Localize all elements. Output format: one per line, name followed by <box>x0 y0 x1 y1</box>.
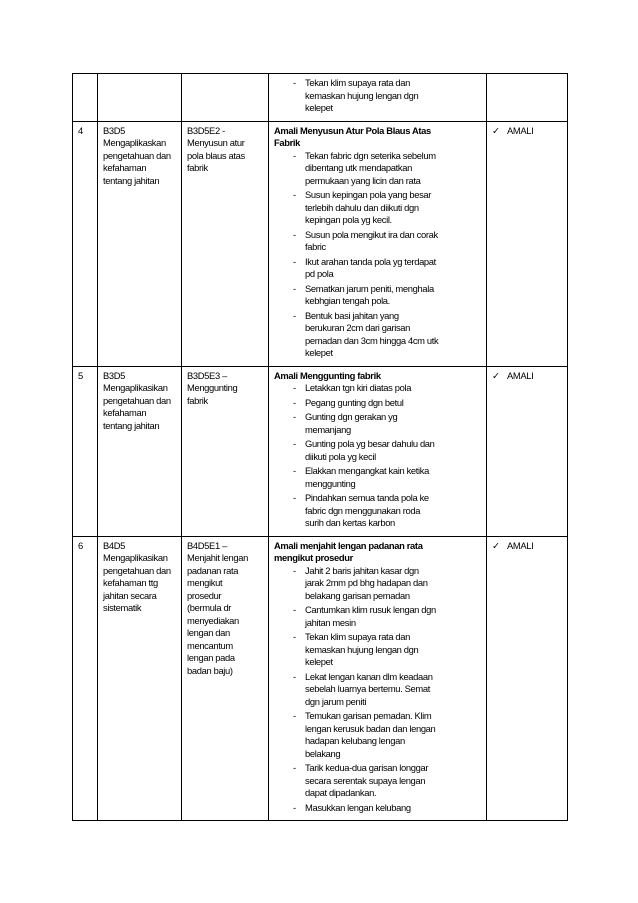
activity-cell <box>269 74 487 122</box>
row-number: 4 <box>78 124 83 136</box>
list-item: - Ikut arahan tanda pola yg terdapat pd pola <box>274 256 484 281</box>
standard-cell <box>98 74 182 122</box>
row-number-cell <box>73 121 98 366</box>
list-item: - Tekan klim supaya rata dan kemaskan hujung lengan dgn kelepet <box>274 77 484 115</box>
lesson-table <box>72 73 568 821</box>
learning-standard: B3D5 Mengaplikasikan pengetahuan dan kefahaman tentang jahitan <box>103 369 171 431</box>
list-item: - Pegang gunting dgn betul <box>274 397 484 410</box>
checkmark-icon: ✓ <box>492 124 500 136</box>
table-row <box>73 121 568 366</box>
activity-cell <box>269 121 487 366</box>
table-row <box>73 536 568 821</box>
row-number-cell <box>73 366 98 536</box>
row-number-cell <box>73 536 98 821</box>
activity-steps <box>274 77 484 115</box>
list-item: - Gunting pola yg besar dahulu dan diikuti pola yg kecil <box>274 438 484 463</box>
checkmark-icon: ✓ <box>492 539 500 551</box>
list-item: - Tekan fabric dgn seterika sebelum dibentang utk mendapatkan permukaan yang licin dan rata <box>274 150 484 188</box>
assessment-label: AMALI <box>507 124 534 136</box>
list-item: - Bentuk basi jahitan yang berukuran 2cm dari garisan pemadan dan 3cm hingga 4cm utk kelepet <box>274 310 484 360</box>
list-item: - Elakkan mengangkat kain ketika menggunting <box>274 465 484 490</box>
assessment-cell <box>487 536 568 821</box>
activity-title: Amali Menyusun Atur Pola Blaus Atas Fabrik <box>274 124 431 148</box>
list-item: - Tarik kedua-dua garisan longgar secara serentak supaya lengan dapat dipadankan. <box>274 762 484 800</box>
assessment-cell <box>487 74 568 122</box>
list-item: - Masukkan lengan kelubang <box>274 802 484 815</box>
standard-cell <box>98 536 182 821</box>
evidence-code: B3D5E3 – Menggunting fabrik <box>187 369 238 406</box>
list-item: - Letakkan tgn kiri diatas pola <box>274 382 484 395</box>
activity-cell <box>269 536 487 821</box>
code-cell <box>182 536 269 821</box>
activity-steps <box>274 382 484 530</box>
assessment-cell <box>487 366 568 536</box>
learning-standard: B3D5 Mengaplikaskan pengetahuan dan kefahaman tentang jahitan <box>103 124 171 186</box>
table-row <box>73 74 568 122</box>
standard-cell <box>98 366 182 536</box>
table-row <box>73 366 568 536</box>
learning-standard: B4D5 Mengaplikasikan pengetahuan dan kefahaman ttg jahitan secara sistematik <box>103 539 171 613</box>
row-number: 5 <box>78 369 83 381</box>
list-item: - Temukan garisan pemadan. Klim lengan kerusuk badan dan lengan hadapan kelubang lengan belakang <box>274 710 484 760</box>
row-number-cell <box>73 74 98 122</box>
row-number: 6 <box>78 539 83 551</box>
activity-steps <box>274 150 484 360</box>
activity-title: Amali menjahit lengan padanan rata mengikut prosedur <box>274 539 423 563</box>
assessment-cell <box>487 121 568 366</box>
activity-steps <box>274 565 484 815</box>
list-item: - Jahit 2 baris jahitan kasar dgn jarak 2mm pd bhg hadapan dan belakang garisan pemadan <box>274 565 484 603</box>
list-item: - Lekat lengan kanan dlm keadaan sebelah luarnya bertemu. Semat dgn jarum peniti <box>274 671 484 709</box>
code-cell <box>182 121 269 366</box>
list-item: - Sematkan jarum peniti, menghala kebhgian tengah pola. <box>274 283 484 308</box>
evidence-code: B3D5E2 - Menyusun atur pola blaus atas fabrik <box>187 124 245 173</box>
evidence-code: B4D5E1 – Menjahit lengan padanan rata mengikut prosedur (bermula dr menyediakan lengan dan mencantum lengan pada badan baju) <box>187 539 248 676</box>
list-item: - Cantumkan klim rusuk lengan dgn jahitan mesin <box>274 604 484 629</box>
list-item: - Susun kepingan pola yang besar terlebih dahulu dan diikuti dgn kepingan pola yg kecil. <box>274 189 484 227</box>
activity-cell <box>269 366 487 536</box>
list-item: - Pindahkan semua tanda pola ke fabric dgn menggunakan roda surih dan kertas karbon <box>274 492 484 530</box>
activity-title: Amali Menggunting fabrik <box>274 369 381 381</box>
code-cell <box>182 366 269 536</box>
code-cell <box>182 74 269 122</box>
list-item: - Tekan klim supaya rata dan kemaskan hujung lengan dgn kelepet <box>274 631 484 669</box>
standard-cell <box>98 121 182 366</box>
checkmark-icon: ✓ <box>492 369 500 381</box>
assessment-label: AMALI <box>507 369 534 381</box>
list-item: - Susun pola mengikut ira dan corak fabric <box>274 229 484 254</box>
list-item: - Gunting dgn gerakan yg memanjang <box>274 411 484 436</box>
assessment-label: AMALI <box>507 539 534 551</box>
